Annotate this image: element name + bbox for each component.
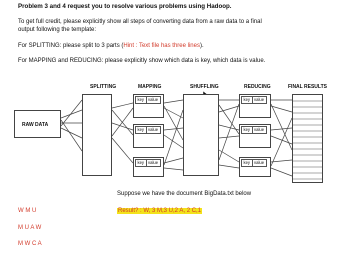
mapping-kv-2 — [135, 126, 161, 134]
key-label: key — [243, 127, 251, 132]
reducing-kv-2 — [241, 126, 267, 134]
suppose-text: Suppose we have the document BigData.txt below — [117, 191, 252, 197]
reducing-kv-1 — [241, 96, 267, 104]
document-line-3: M W C A — [18, 241, 42, 247]
splitting-hint: Hint : Text file has three lines — [123, 43, 200, 49]
document-line-1: W M U — [18, 208, 37, 214]
value-label: value — [252, 160, 266, 166]
raw-data-label: RAW DATA — [22, 122, 49, 128]
key-label: key — [137, 97, 145, 102]
value-label: value — [146, 127, 160, 133]
header-splitting: SPLITTING — [90, 84, 117, 90]
intro-line-2: output following the template: — [18, 27, 97, 33]
splitting-box — [82, 94, 112, 176]
value-label: value — [252, 127, 266, 133]
intro-line-1: To get full credit, please explicitly show all steps of converting data from a raw data to a final — [18, 19, 262, 25]
shuffling-box — [183, 94, 219, 176]
mapping-reducing-instruction: For MAPPING and REDUCING: please explicitly show which data is key, which data is value. — [18, 58, 266, 64]
problem-title: Problem 3 and 4 request you to resolve various problems using Hadoop. — [18, 3, 232, 10]
mapping-kv-3 — [135, 159, 161, 167]
result-text — [117, 208, 202, 215]
value-label: value — [146, 160, 160, 166]
reducing-kv-3 — [241, 159, 267, 167]
header-shuffling: SHUFFLING — [190, 84, 219, 90]
key-label: key — [137, 127, 145, 132]
header-reducing: REDUCING — [244, 84, 271, 90]
header-mapping: MAPPING — [138, 84, 162, 90]
header-final-results: FINAL RESULTS — [288, 84, 327, 90]
final-results-box — [292, 94, 323, 183]
value-label: value — [146, 97, 160, 103]
raw-data-box — [14, 110, 61, 138]
splitting-suffix: ). — [199, 43, 204, 49]
key-label: key — [243, 97, 251, 102]
value-label: value — [252, 97, 266, 103]
splitting-prefix: For SPLITTING: please split to 3 parts ( — [18, 43, 124, 49]
key-label: key — [137, 160, 145, 165]
result-highlight: Result? : W, 3 M,3 U,2 A, 2 C,1 — [118, 208, 202, 214]
document-line-2: M U A W — [18, 225, 42, 231]
mapping-kv-1 — [135, 96, 161, 104]
key-label: key — [243, 160, 251, 165]
